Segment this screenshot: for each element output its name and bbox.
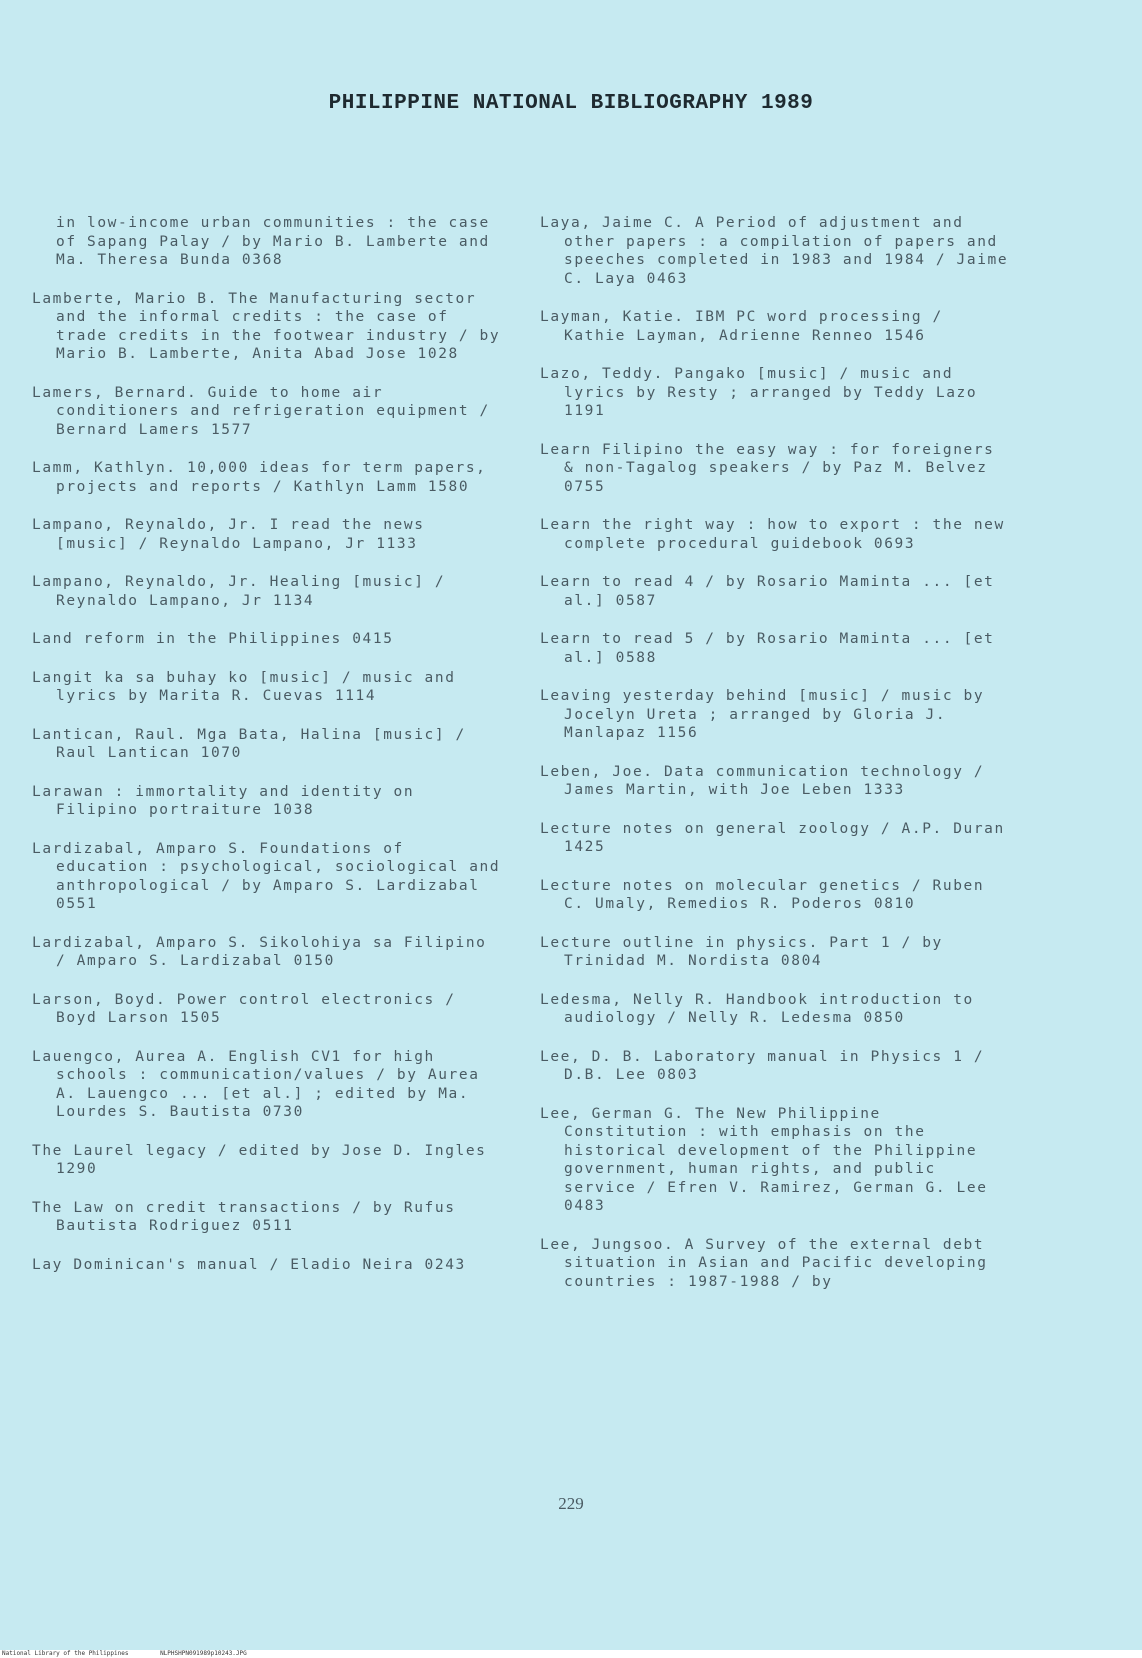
bibliography-entry: Lecture notes on general zoology / A.P. Duran 1425 bbox=[540, 820, 1005, 855]
bibliography-entry: Lamers, Bernard. Guide to home air conditioners and refrigeration equipment / Bernard Lamers 1577 bbox=[32, 384, 490, 438]
bibliography-entry: Lazo, Teddy. Pangako [music] / music and lyrics by Resty ; arranged by Teddy Lazo 1191 bbox=[540, 366, 978, 419]
bibliography-entry: Lantican, Raul. Mga Bata, Halina [music] / Raul Lantican 1070 bbox=[32, 726, 466, 761]
bibliography-entry: Ledesma, Nelly R. Handbook introduction to audiology / Nelly R. Ledesma 0850 bbox=[540, 991, 974, 1026]
bibliography-entry: Lampano, Reynaldo, Jr. Healing [music] / Reynaldo Lampano, Jr 1134 bbox=[32, 574, 446, 609]
right-column bbox=[540, 214, 1010, 1311]
bibliography-entry: Learn to read 4 / by Rosario Maminta ... [et al.] 0587 bbox=[540, 574, 995, 609]
bibliography-entry: Learn to read 5 / by Rosario Maminta ... [et al.] 0588 bbox=[540, 631, 995, 666]
bibliography-entry: Lampano, Reynaldo, Jr. I read the news [music] / Reynaldo Lampano, Jr 1133 bbox=[32, 517, 425, 552]
bibliography-entry: Layman, Katie. IBM PC word processing / Kathie Layman, Adrienne Renneo 1546 bbox=[540, 309, 943, 344]
bibliography-entry: Land reform in the Philippines 0415 bbox=[32, 631, 394, 647]
bibliography-entry: Lee, German G. The New Philippine Constitution : with emphasis on the historical development of the Philippine government, human rights, and public service / Efren V. Ramirez, German G. Lee 0483 bbox=[540, 1105, 988, 1214]
bibliography-entry: Lecture notes on molecular genetics / Ruben C. Umaly, Remedios R. Poderos 0810 bbox=[540, 877, 985, 912]
bibliography-entry: Lee, Jungsoo. A Survey of the external debt situation in Asian and Pacific developing countries : 1987-1988 / by bbox=[540, 1236, 988, 1290]
left-column bbox=[32, 214, 502, 1294]
bibliography-entry: Leben, Joe. Data communication technology / James Martin, with Joe Leben 1333 bbox=[540, 763, 985, 798]
bibliography-entry: Lee, D. B. Laboratory manual in Physics 1 / D.B. Lee 0803 bbox=[540, 1048, 985, 1083]
bibliography-entry: Larawan : immortality and identity on Filipino portraiture 1038 bbox=[32, 783, 415, 818]
bibliography-entry: Laya, Jaime C. A Period of adjustment and other papers : a compilation of papers and speeches completed in 1983 and 1984 / Jaime C. Laya 0463 bbox=[540, 215, 1009, 287]
bibliography-entry: Larson, Boyd. Power control electronics / Boyd Larson 1505 bbox=[32, 991, 456, 1026]
bibliography-entry: Lauengco, Aurea A. English CV1 for high schools : communication/values / by Aurea A. Lauengco ... [et al.] ; edited by Ma. Lourdes S. Bautista 0730 bbox=[32, 1048, 480, 1120]
bibliography-entry: in low-income urban communities : the case of Sapang Palay / by Mario B. Lamberte and Ma. Theresa Bunda 0368 bbox=[56, 215, 490, 268]
bibliography-entry: Langit ka sa buhay ko [music] / music and lyrics by Marita R. Cuevas 1114 bbox=[32, 669, 456, 704]
bibliography-entry: Learn the right way : how to export : the new complete procedural guidebook 0693 bbox=[540, 517, 1005, 552]
page-number: 229 bbox=[558, 1494, 584, 1513]
bibliography-entry: Lecture outline in physics. Part 1 / by Trinidad M. Nordista 0804 bbox=[540, 934, 943, 969]
footer-file: NLPHSHPN091989p10243.JPG bbox=[160, 1650, 247, 1657]
scan-footer bbox=[0, 1650, 1142, 1658]
bibliography-entry: Lardizabal, Amparo S. Sikolohiya sa Filipino / Amparo S. Lardizabal 0150 bbox=[32, 934, 487, 969]
page-title: PHILIPPINE NATIONAL BIBLIOGRAPHY 1989 bbox=[328, 92, 814, 115]
bibliography-entry: The Law on credit transactions / by Rufus Bautista Rodriguez 0511 bbox=[32, 1199, 456, 1234]
bibliography-entry: The Laurel legacy / edited by Jose D. Ingles 1290 bbox=[32, 1142, 487, 1177]
bibliography-entry: Lamberte, Mario B. The Manufacturing sector and the informal credits : the case of trade credits in the footwear industry / by Mario B. Lamberte, Anita Abad Jose 1028 bbox=[32, 290, 501, 362]
bibliography-entry: Lardizabal, Amparo S. Foundations of education : psychological, sociological and anthropological / by Amparo S. Lardizabal 0551 bbox=[32, 840, 501, 912]
bibliography-entry: Lamm, Kathlyn. 10,000 ideas for term papers, projects and reports / Kathlyn Lamm 1580 bbox=[32, 460, 487, 495]
bibliography-entry: Lay Dominican's manual / Eladio Neira 0243 bbox=[32, 1256, 466, 1273]
footer-library: National Library of the Philippines bbox=[2, 1650, 129, 1657]
bibliography-entry: Leaving yesterday behind [music] / music by Jocelyn Ureta ; arranged by Gloria J. Manlapaz 1156 bbox=[540, 688, 985, 741]
bibliography-entry: Learn Filipino the easy way : for foreigners & non-Tagalog speakers / by Paz M. Belvez 0755 bbox=[540, 441, 995, 495]
